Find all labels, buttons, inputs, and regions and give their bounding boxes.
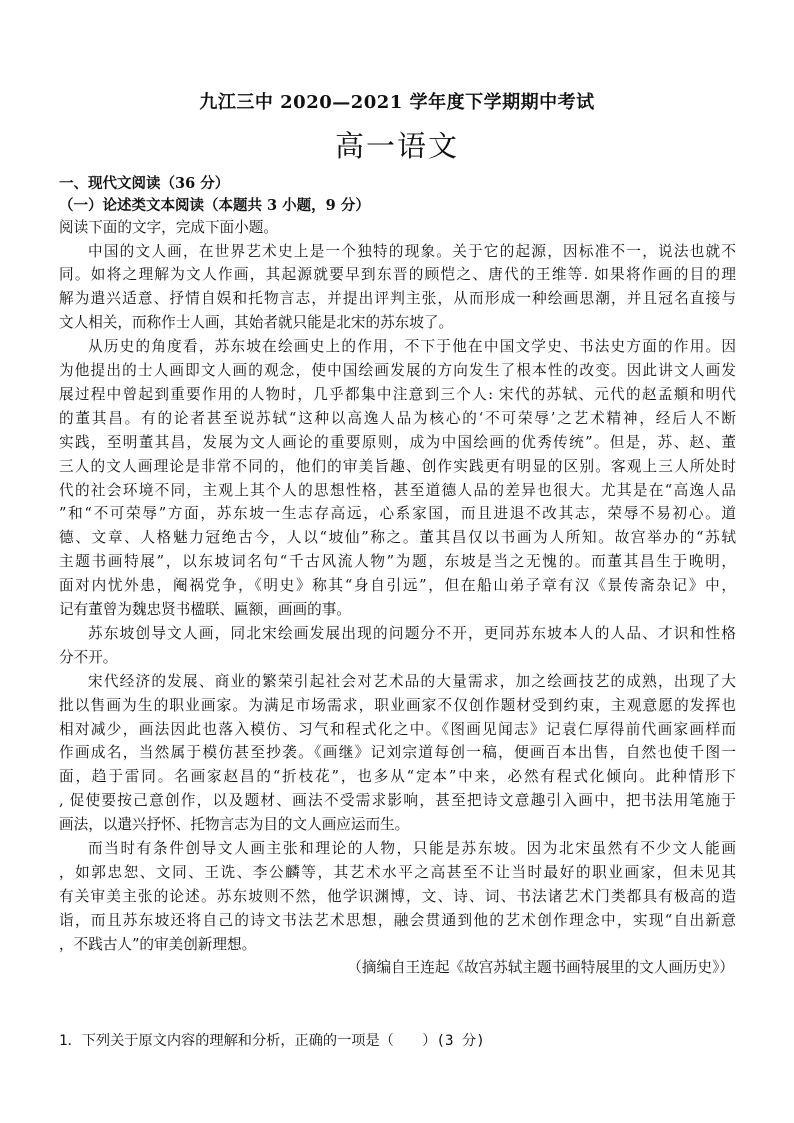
passage-line: 面，趋于雷同。名画家赵昌的“折枝花”，也多从“定本”中来，必然有程式化倾向。此种情形下 xyxy=(59,768,736,786)
passage-line: 宋代经济的发展、商业的繁荣引起社会对艺术品的大量需求，加之绘画技艺的成熟，出现了大 xyxy=(88,672,736,690)
passage-line: 记有董曾为魏忠贤书楹联、匾额，画画的事。 xyxy=(59,601,351,618)
passage-line: ，不践古人”的审美创新理想。 xyxy=(59,935,257,953)
passage-line: 而当时有条件创导文人画主张和理论的人物，只能是苏东坡。因为北宋虽然有不少文人能画 xyxy=(88,840,736,857)
passage-line: 诣，而且苏东坡还将自己的诗文书法艺术思想，融会贯通到他的艺术创作理念中，实现“自出新意 xyxy=(59,911,736,929)
passage-line: 相对减少，画法因此也落入模仿、习气和程式化之中。《图画见闻志》记袁仁厚得前代画家画样而 xyxy=(59,720,736,738)
passage-line: 主题书画特展”，以东坡词名句“千古风流人物”为题，东坡是当之无愧的。而董其昌生于晚明， xyxy=(59,553,736,571)
passage-line: 画法，以遣兴抒怀、托物言志为目的文人画应运而生。 xyxy=(59,816,410,834)
passage-line: 中国的文人画，在世界艺术史上是一个独特的现象。关于它的起源，因标准不一，说法也就不 xyxy=(88,242,736,260)
source-citation: （摘编自王连起《故宫苏轼主题书画特展里的文人画历史》） xyxy=(347,959,734,976)
passage-line: 作画成名，当然属于模仿甚至抄袭。《画继》记刘宗道每创一稿，便画百本出售，自然也使千图一 xyxy=(59,744,736,762)
passage-line: 分不开。 xyxy=(59,648,118,666)
passage-line: 代的社会环境不同，主观上其个人的思想性格，甚至道德人品的差异也很大。尤其是在“高逸人品 xyxy=(59,481,736,499)
passage-line: 为他提出的士人画即文人画的观念，使中国绘画发展的方向发生了根本性的改变。因此讲文人画发 xyxy=(59,362,736,379)
section-heading: 一、现代文阅读（36 分） xyxy=(59,175,230,192)
passage-line: 批以售画为生的职业画家。为满足市场需求，职业画家不仅创作题材受到约束，主观意愿的发挥也 xyxy=(59,696,736,714)
passage-line: 文人相关，而称作士人画，其始者就只能是北宋的苏东坡了。 xyxy=(59,314,454,332)
exam-title: 九江三中 2020—2021 学年度下学期期中考试 xyxy=(199,92,595,113)
passage-line: 德、文章、人格魅力冠绝古今，人以“坡仙”称之。董其昌仅以书画为人所知。故宫举办的“苏轼 xyxy=(59,529,736,547)
passage-line: ，如郭忠恕、文同、王诜、李公麟等，其艺术水平之高甚至不让当时最好的职业画家，但未见其 xyxy=(59,863,736,881)
passage-line: ”和“不可荣辱”方面，苏东坡一生志存高远，心系家国，而且进退不改其志，荣辱不易初心。道 xyxy=(59,505,736,523)
passage-line: , 促使要按己意创作，以及题材、画法不受需求影响，甚至把诗文意趣引入画中，把书法用笔施于 xyxy=(59,792,736,810)
passage-line: 展过程中曾起到重要作用的人物时，几乎都集中注意到三个人: 宋代的苏轼、元代的赵孟頫和明代 xyxy=(59,385,736,403)
passage-line: 有关审美主张的论述。苏东坡则不然，他学识渊博，文、诗、词、书法诸艺术门类都具有极高的造 xyxy=(59,887,736,905)
passage-line: 实践，至明董其昌，发展为文人画论的重要原则，成为中国绘画的优秀传统”。但是，苏、赵、董 xyxy=(59,433,736,451)
passage-line: 解为遣兴适意、抒情自娱和托物言志，并提出评判主张，从而形成一种绘画思潮，并且冠名直接与 xyxy=(59,290,736,308)
passage-line: 苏东坡创导文人画，同北宋绘画发展出现的问题分不开，更同苏东坡本人的人品、才识和性格 xyxy=(88,624,736,642)
subject-title: 高一语文 xyxy=(334,129,459,163)
question-1: 1．下列关于原文内容的理解和分析，正确的一项是（ ）(3 分) xyxy=(59,1033,485,1049)
passage-line: 同。如将之理解为文人作画，其起源就要早到东晋的顾恺之、唐代的王维等. 如果将作画的目的理 xyxy=(59,266,736,284)
passage-line: 的董其昌。有的论者甚至说苏轼“这种以高逸人品为核心的‘不可荣辱’之艺术精神，经后人不断 xyxy=(59,409,736,427)
subsection-heading: （一）论述类文本阅读（本题共 3 小题，9 分） xyxy=(59,197,370,214)
passage-line: 面对内忧外患，阉祸党争，《明史》称其“身自引远”，但在船山弟子章有汉《景传斋杂记》中， xyxy=(59,577,736,595)
instruction-text: 阅读下面的文字，完成下面小题。 xyxy=(59,219,278,236)
passage-line: 从历史的角度看，苏东坡在绘画史上的作用，不下于他在中国文学史、书法史方面的作用。因 xyxy=(88,338,736,356)
passage-line: 三人的文人画理论是非常不同的，他们的审美旨趣、创作实践更有明显的区别。客观上三人所处时 xyxy=(59,457,736,475)
